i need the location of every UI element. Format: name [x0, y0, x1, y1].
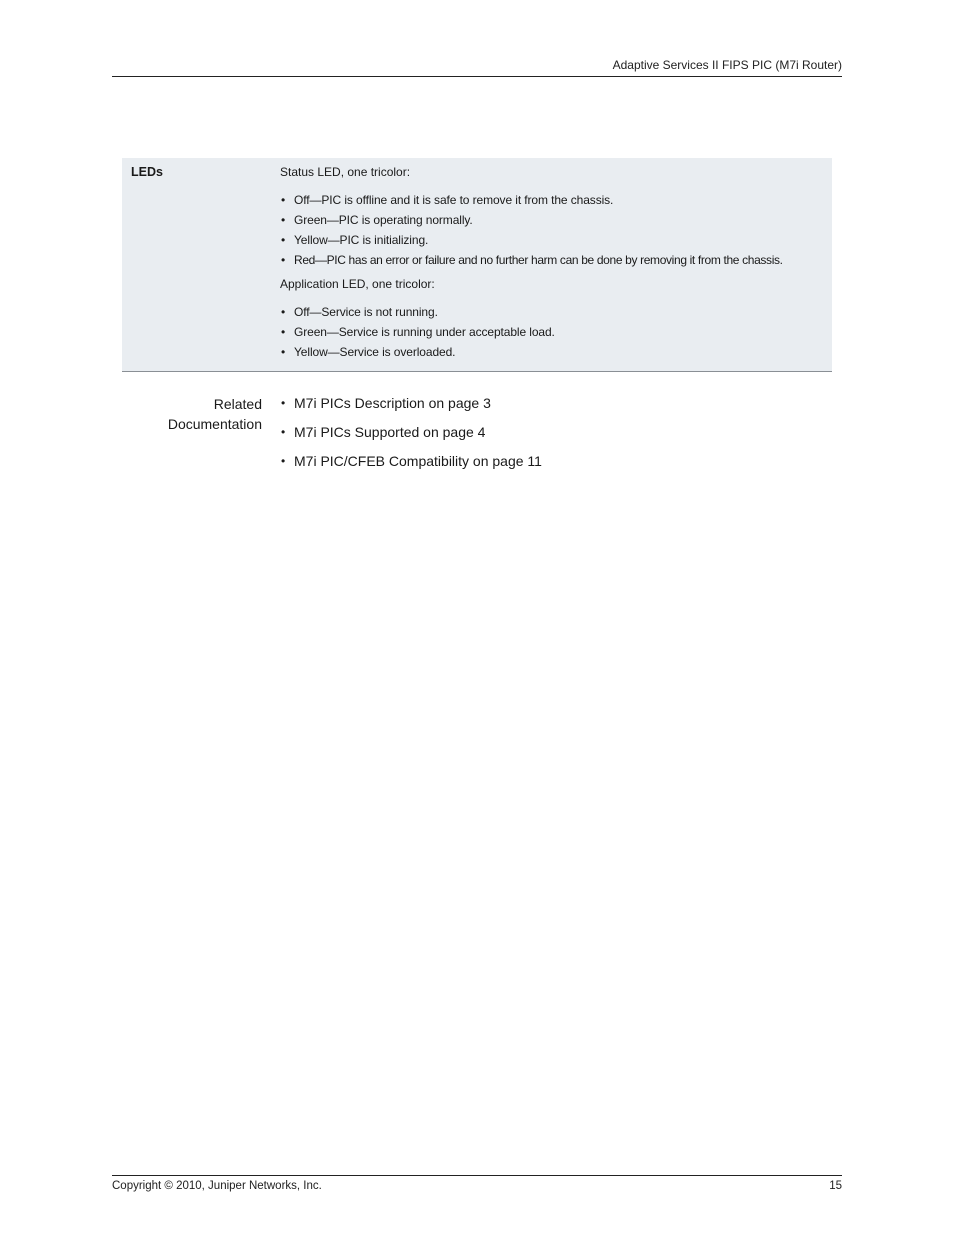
page-footer [112, 1175, 842, 1192]
bullet-icon: • [281, 233, 286, 247]
status-led-intro: Status LED, one tricolor: [280, 165, 411, 179]
led-spec-table [122, 158, 832, 372]
bullet-icon: • [281, 396, 286, 410]
leds-row-label: LEDs [131, 165, 163, 179]
related-heading-line2: Documentation [167, 416, 262, 432]
list-item: • Yellow—Service is overloaded. [281, 345, 456, 359]
header-title: Adaptive Services II FIPS PIC (M7i Router) [612, 58, 842, 72]
bullet-icon: • [281, 193, 286, 207]
bullet-icon: • [281, 345, 286, 359]
related-links-list [280, 394, 542, 481]
related-heading-line1: Related [213, 396, 262, 412]
link-m7i-pics-supported[interactable]: M7i PICs Supported on page 4 [294, 424, 486, 440]
status-led-list [280, 193, 832, 267]
page-header [112, 57, 842, 77]
bullet-icon: • [281, 253, 285, 267]
bullet-icon: • [281, 305, 286, 319]
application-led-list [280, 305, 832, 359]
copyright-text: Copyright © 2010, Juniper Networks, Inc. [112, 1180, 322, 1192]
related-documentation-heading [122, 394, 262, 481]
list-item [280, 394, 542, 413]
list-item [280, 452, 542, 471]
related-documentation [122, 394, 832, 481]
bullet-icon: • [281, 213, 286, 227]
page-number: 15 [829, 1180, 842, 1192]
bullet-icon: • [281, 454, 286, 468]
bullet-icon: • [281, 425, 286, 439]
application-led-intro: Application LED, one tricolor: [280, 277, 435, 291]
list-item: • Green—Service is running under acceptable load. [281, 325, 555, 339]
leds-row-content [280, 165, 832, 359]
leds-row [122, 165, 832, 359]
list-item: • Red—PIC has an error or failure and no further harm can be done by removing it from the chassis. [281, 253, 783, 267]
link-m7i-pics-description[interactable]: M7i PICs Description on page 3 [294, 395, 491, 411]
list-item: • Off—PIC is offline and it is safe to remove it from the chassis. [281, 193, 614, 207]
link-m7i-pic-cfeb-compatibility[interactable]: M7i PIC/CFEB Compatibility on page 11 [294, 453, 542, 469]
list-item: • Off—Service is not running. [281, 305, 438, 319]
list-item [280, 423, 542, 442]
list-item: • Green—PIC is operating normally. [281, 213, 473, 227]
bullet-icon: • [281, 325, 286, 339]
list-item: • Yellow—PIC is initializing. [281, 233, 429, 247]
